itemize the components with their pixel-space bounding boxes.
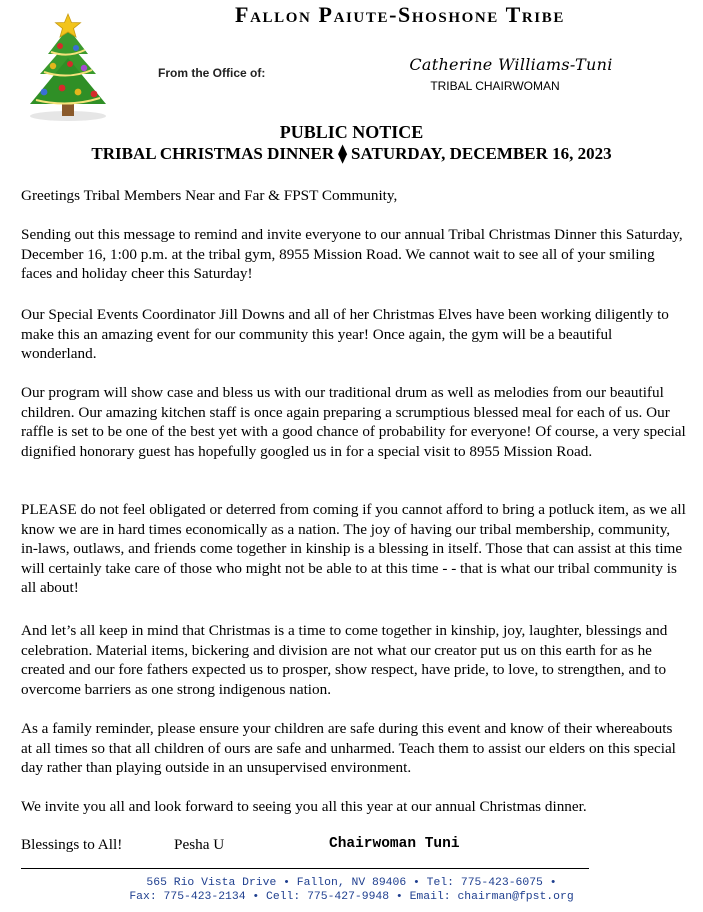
signer-name: Catherine Williams-Tuni: [409, 55, 613, 74]
closing-pesha: Pesha U: [174, 836, 225, 853]
closing-signature: Chairwoman Tuni: [329, 836, 460, 852]
notice-title: PUBLIC NOTICE: [279, 122, 424, 142]
footer-contact-line: Fax: 775-423-2134 • Cell: 775-427-9948 • Email: chairman@fpst.org: [129, 891, 574, 903]
coordinator-paragraph: Our Special Events Coordinator Jill Downs and all of her Christmas Elves have been working diligently to make this an amazing event for our community this year! Once again, the gym will be a beautiful wonderland.: [21, 306, 669, 363]
invitation-paragraph: We invite you all and look forward to seeing you all this year at our annual Christmas dinner.: [21, 798, 587, 815]
invite-paragraph: Sending out this message to remind and invite everyone to our annual Tribal Christmas Dinner this Saturday, December 16, 1:00 p.m. at the tribal gym, 8955 Mission Road. We cannot wait to see all of your smiling faces and holiday cheer this Saturday!: [21, 226, 683, 283]
greeting-paragraph: Greetings Tribal Members Near and Far & FPST Community,: [21, 187, 398, 204]
christmas-meaning-paragraph: And let’s all keep in mind that Christmas is a time to come together in kinship, joy, laughter, blessings and celebration. Material items, bickering and division are not what our creator put us on this earth for as he created and our fore fathers expected us to prosper, show respect, have pride, to love, to strengthen, and to overcome barriers as one strong indigenous nation.: [21, 622, 668, 698]
potluck-paragraph: PLEASE do not feel obligated or deterred from coming if you cannot afford to bring a potluck item, as we all know we are in hard times economically as a nation. The joy of having our tribal membership, community, in-laws, outlaws, and friends come together in kinship is a blessing in itself. Those that can assist at this time will certainly take care of those who might not be able to at this time - - that is what our tribal community is all about!: [21, 501, 686, 597]
christmas-tree-icon: [18, 12, 118, 124]
family-reminder-paragraph: As a family reminder, please ensure your children are safe during this event and know of their whereabouts at all times so that all children of ours are safe and unharmed. Teach them to assist our elders on this special day rather than playing outside in an unsupervised environment.: [21, 720, 676, 777]
program-paragraph: Our program will show case and bless us with our traditional drum as well as melodies from our beautiful children. Our amazing kitchen staff is once again preparing a scrumptious blessed meal for each of us. Our raffle is set to be one of the best yet with a good chance of probability for everyone! Of course, a very special dignified honorary guest has hopefully googled us in for a special visit to 8955 Mission Road.: [21, 384, 686, 460]
notice-subtitle: TRIBAL CHRISTMAS DINNER ⧫ SATURDAY, DECEMBER 16, 2023: [91, 144, 612, 163]
closing-blessing: Blessings to All!: [21, 836, 123, 853]
signer-title: TRIBAL CHAIRWOMAN: [430, 79, 560, 93]
footer-divider: [21, 868, 589, 869]
from-office-label: From the Office of:: [158, 66, 266, 80]
footer-address-line: 565 Rio Vista Drive • Fallon, NV 89406 • Tel: 775-423-6075 •: [146, 877, 557, 889]
org-title: Fallon Paiute-Shoshone Tribe: [235, 2, 565, 27]
